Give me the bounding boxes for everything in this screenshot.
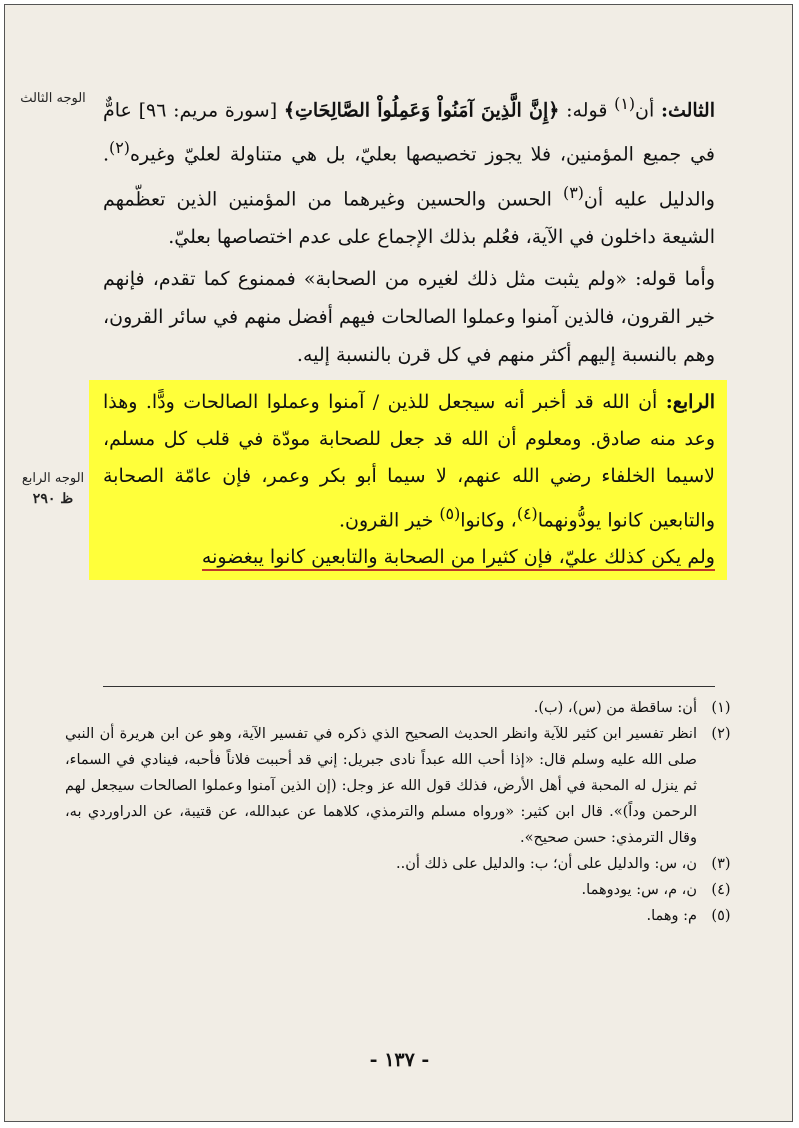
footnote-item	[65, 721, 745, 851]
text-run: ، وكانوا	[460, 509, 517, 532]
text-run: قوله:	[559, 99, 615, 122]
footnote-text: أن: ساقطة من (س)، (ب).	[533, 700, 697, 716]
main-text	[103, 85, 715, 580]
paragraph-response: وأما قوله: «ولم يثبت مثل ذلك لغيره من الصحابة» فممنوع كما تقدم، فإنهم خير القرون، فالذين آمنوا وعملوا الصالحات فيهم أفضل منهم في سائر القرون، وهم بالنسبة إليهم أكثر منهم في كل قرن بالنسبة إليه.	[103, 267, 715, 366]
book-page	[4, 4, 793, 1122]
text-run: أن	[635, 99, 661, 122]
paragraph-third	[103, 85, 715, 256]
footnote-item	[65, 695, 745, 721]
footnote-text: م: وهما.	[646, 908, 697, 924]
margin-note-fourth	[13, 469, 93, 509]
paragraph-label: الرابع:	[665, 390, 715, 413]
footnote-text: ن، س: والدليل على أن؛ ب: والدليل على ذلك أن..	[396, 856, 697, 872]
underlined-text: ولم يكن كذلك عليّ، فإن كثيرا من الصحابة والتابعين كانوا يبغضونه	[202, 546, 715, 571]
footnotes	[65, 695, 745, 929]
text-run: [سورة مريم: ٩٦] عامٌّ في جميع المؤمنين، فلا يجوز تخصيصها بعليّ، بل هي متناولة لعليّ وغيره	[103, 99, 715, 166]
text-run: خير القرون.	[338, 509, 440, 532]
footnote-text: انظر تفسير ابن كثير للآية وانظر الحديث الصحيح الذي ذكره في تفسير الآية، وهو عن ابن هريرة أن النبي صلى الله عليه وسلم قال: «إذا أحب الله عبداً نادى جبريل: إني قد أحببت فلاناً فأحبه، فينادي في السماء، ثم ينزل له المحبة في أهل الأرض، فذلك قول الله عز وجل: (إن الذين آمنوا وعملوا الصالحات سيجعل لهم الرحمن وداً)». قال ابن كثير: «ورواه مسلم والترمذي، كلاهما عن عبدالله، عن قتيبة، عن الدراوردي به، وقال الترمذي: حسن صحيح».	[65, 726, 697, 846]
footnote-number: (٥)	[711, 908, 731, 924]
footnote-number: (٣)	[711, 856, 731, 872]
footnote-ref[interactable]: (٤)	[516, 503, 538, 523]
footnote-ref[interactable]: (١)	[614, 94, 636, 113]
quran-verse: ﴿إِنَّ الَّذِينَ آمَنُواْ وَعَمِلُواْ الصَّالِحَاتِ﴾	[283, 99, 560, 122]
text-run: الحسن والحسين وغيرهما من المؤمنين الذين تعظّمهم الشيعة داخلون في الآية، فعُلم بذلك الإجماع على عدم اختصاصها بعليّ.	[103, 187, 715, 248]
footnote-item	[65, 877, 745, 903]
footnote-ref[interactable]: (٢)	[109, 138, 130, 158]
paragraph-label: الثالث:	[660, 99, 716, 122]
footnote-ref[interactable]: (٣)	[563, 182, 584, 202]
footnote-item	[65, 903, 745, 929]
margin-note-fourth-text: الوجه الرابع	[21, 471, 85, 486]
footnote-number: (٢)	[711, 726, 731, 742]
footnote-number: (٤)	[711, 882, 731, 898]
footnote-item	[65, 851, 745, 877]
margin-note-third-text: الوجه الثالث	[20, 91, 86, 106]
footnote-separator	[103, 686, 715, 687]
footnote-text: ن، م، س: يودوهما.	[581, 882, 697, 898]
margin-folio: ظ ٢٩٠	[32, 491, 74, 507]
footnote-number: (١)	[711, 700, 731, 716]
paragraph-fourth-highlighted	[89, 380, 727, 580]
footnote-ref[interactable]: (٥)	[439, 503, 461, 523]
text-run: . والدليل عليه أن	[103, 143, 715, 210]
text-run: أن الله قد أخبر أنه سيجعل للذين / آمنوا وعملوا الصالحات ودًّا. وهذا وعد منه صادق. ومعلوم أن الله قد جعل للصحابة مودّة في قلب كل مسلم، لاسيما الخلفاء رضي الله عنهم، لا سيما أبو بكر وعمر، فإن عامّة الصحابة والتابعين كانوا يودُّونهما	[103, 390, 715, 532]
margin-note-third	[13, 89, 93, 109]
page-number: - ١٣٧ -	[369, 1049, 430, 1071]
